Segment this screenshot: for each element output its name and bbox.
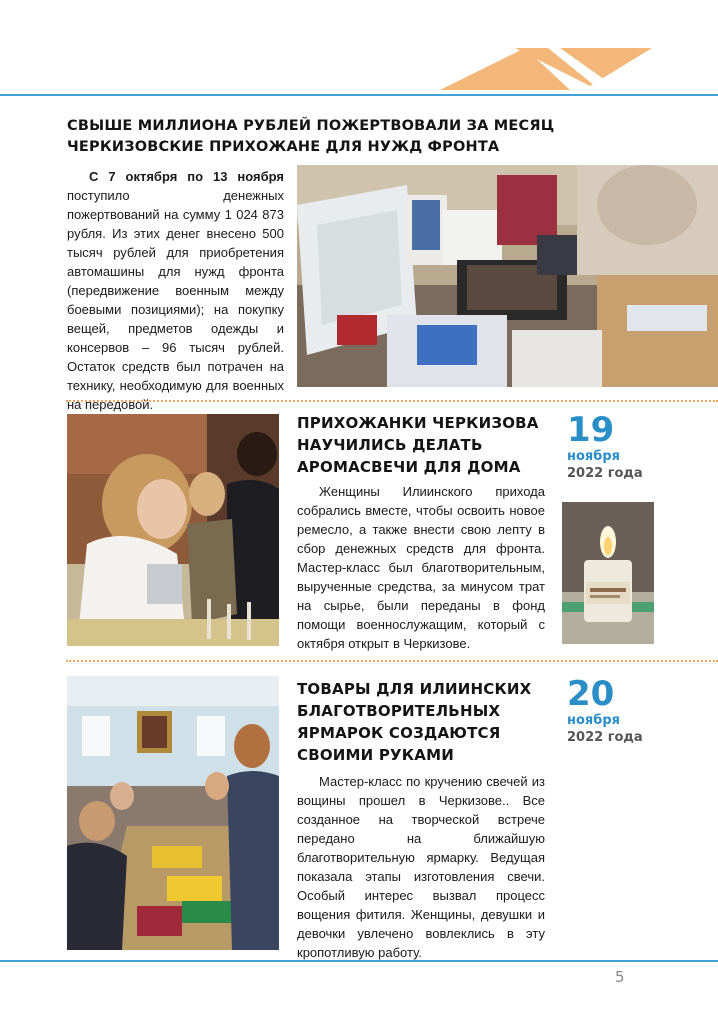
bottom-rule [0,960,718,962]
article3-date [567,676,697,746]
article2-date [567,412,697,482]
article1-text: поступило денежных пожертвований на сумму 1 024 873 рубля. Из этих денег внесено 500 тысяч рублей для приобретения автомашины для нужд фронта (передвижение военным между боевыми позициями); на покупку вещей, предметов одежды и консервов – 96 тысяч рублей. Остаток средств был потрачен на технику, необходимую для военных на передовой. [67,188,284,412]
page-number: 5 [615,968,625,986]
header-decoration [430,40,660,92]
divider-1 [66,400,718,402]
article1-body [67,167,284,414]
article1-lead: С 7 октября по 13 ноября [89,169,284,184]
article1-title: СВЫШЕ МИЛЛИОНА РУБЛЕЙ ПОЖЕРТВОВАЛИ ЗА МЕСЯЦ ЧЕРКИЗОВСКИЕ ПРИХОЖАНЕ ДЛЯ НУЖД ФРОНТА [67,118,555,155]
divider-2 [66,660,718,662]
article1-photo [297,165,718,387]
top-rule [0,94,718,96]
article3-date-year: 2022 года [567,730,643,745]
article3-photo [67,676,279,950]
article3-date-day: 20 [567,674,615,714]
article3-date-month: ноября [567,713,620,728]
article2-body: Женщины Илиинского прихода собрались вместе, чтобы освоить новое ремесло, а также внести свою лепту в сбор денежных средств для фронта. Мастер-класс был благотворительным, вырученные средства, за минусом трат на сырье, были переданы в фонд помощи военнослужащим, который с октября открыт в Черкизове. [297,484,545,651]
article2-date-year: 2022 года [567,466,643,481]
article2-title: ПРИХОЖАНКИ ЧЕРКИЗОВА НАУЧИЛИСЬ ДЕЛАТЬ АРОМАСВЕЧИ ДЛЯ ДОМА [297,414,539,476]
candle-photo [562,502,654,644]
article2-photo [67,414,279,646]
article3-title: ТОВАРЫ ДЛЯ ИЛИИНСКИХ БЛАГОТВОРИТЕЛЬНЫХ ЯРМАРОК СОЗДАЮТСЯ СВОИМИ РУКАМИ [297,680,532,764]
article2-date-month: ноября [567,449,620,464]
article2-date-day: 19 [567,410,615,450]
article3-body: Мастер-класс по кручению свечей из вощины прошел в Черкизове.. Все созданное на творческой встрече передано на ближайшую благотворительную ярмарку. Ведущая показала этапы изготовления свечи. Особый интерес вызвал процесс вощения фитиля. Женщины, девушки и девочки увлечено вовлеклись в эту кропотливую работу. [297,774,545,960]
